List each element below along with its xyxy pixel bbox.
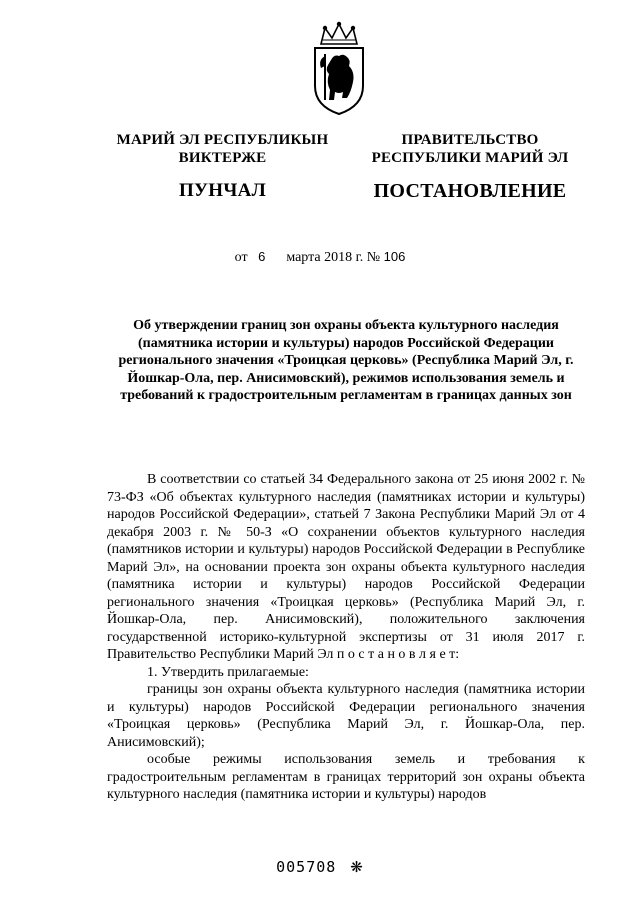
header-left [100,131,345,200]
body-paragraph-b: особые режимы использования земель и требования к градостроительным регламентам в границах территорий зон охраны объекта культурного наследия (памятника истории и культуры) народов [107,752,585,802]
ornament-mark-icon: ❋ [350,858,364,876]
header-right-line2: РЕСПУБЛИКИ МАРИЙ ЭЛ [371,150,569,166]
date-day: 6 [258,249,266,264]
header-left-title: ПУНЧАЛ [178,180,267,201]
header-left-line2: ВИКТЕРЖЕ [178,150,267,166]
date-month-year: марта 2018 г. № [286,250,381,265]
date-prefix: от [234,250,248,265]
serial-number: 005708 [276,858,337,876]
document-footer [0,858,640,876]
document-date [0,249,640,266]
header-right-title: ПОСТАНОВЛЕНИЕ [373,180,567,202]
header-right [355,131,585,200]
document-number: 106 [383,249,406,264]
body-preamble: В соответствии со статьей 34 Федерального закона от 25 июня 2002 г. № 73-ФЗ «Об объектах культурного наследия (памятниках истории и культуры) народов Российской Федерации», статьей 7 Закона Республики Марий Эл от 4 декабря 2003 г. № 50-З «О сохранении объектов культурного наследия (памятников истории и культуры) народов Российской Федерации в Республике Марий Эл», на основании проекта зон охраны объекта культурного наследия (памятника истории и культуры) народов Российской Федерации регионального значения «Троицкая церковь» (Республика Марий Эл, г. Йошкар-Ола, пер. Анисимовский), положительного заключения государственной историко-культурной экспертизы от 31 июля 2017 г. Правительство Республики Марий Эл п о с т а н о в л я е т: [107,472,585,662]
document-body [107,471,585,804]
header-left-line1: МАРИЙ ЭЛ РЕСПУБЛИКЫН [116,132,329,148]
coat-of-arms-icon [301,20,377,116]
header-right-line1: ПРАВИТЕЛЬСТВО [401,132,539,148]
body-paragraph-a: границы зон охраны объекта культурного наследия (памятника истории и культуры) народов Российской Федерации регионального значения «Троицкая церковь» (Республика Марий Эл, г. Йошкар-Ола, пер. Анисимовский); [107,682,585,750]
document-subject: Об утверждении границ зон охраны объекта культурного наследия (памятника истории и культуры) народов Российской Федерации регионального значения «Троицкая церковь» (Республика Марий Эл, г. Йошкар-Ола, пер. Анисимовский), режимов использования земель и требований к градостроительным регламентам в границах данных зон [118,318,574,403]
body-item-1: 1. Утвердить прилагаемые: [147,664,309,680]
